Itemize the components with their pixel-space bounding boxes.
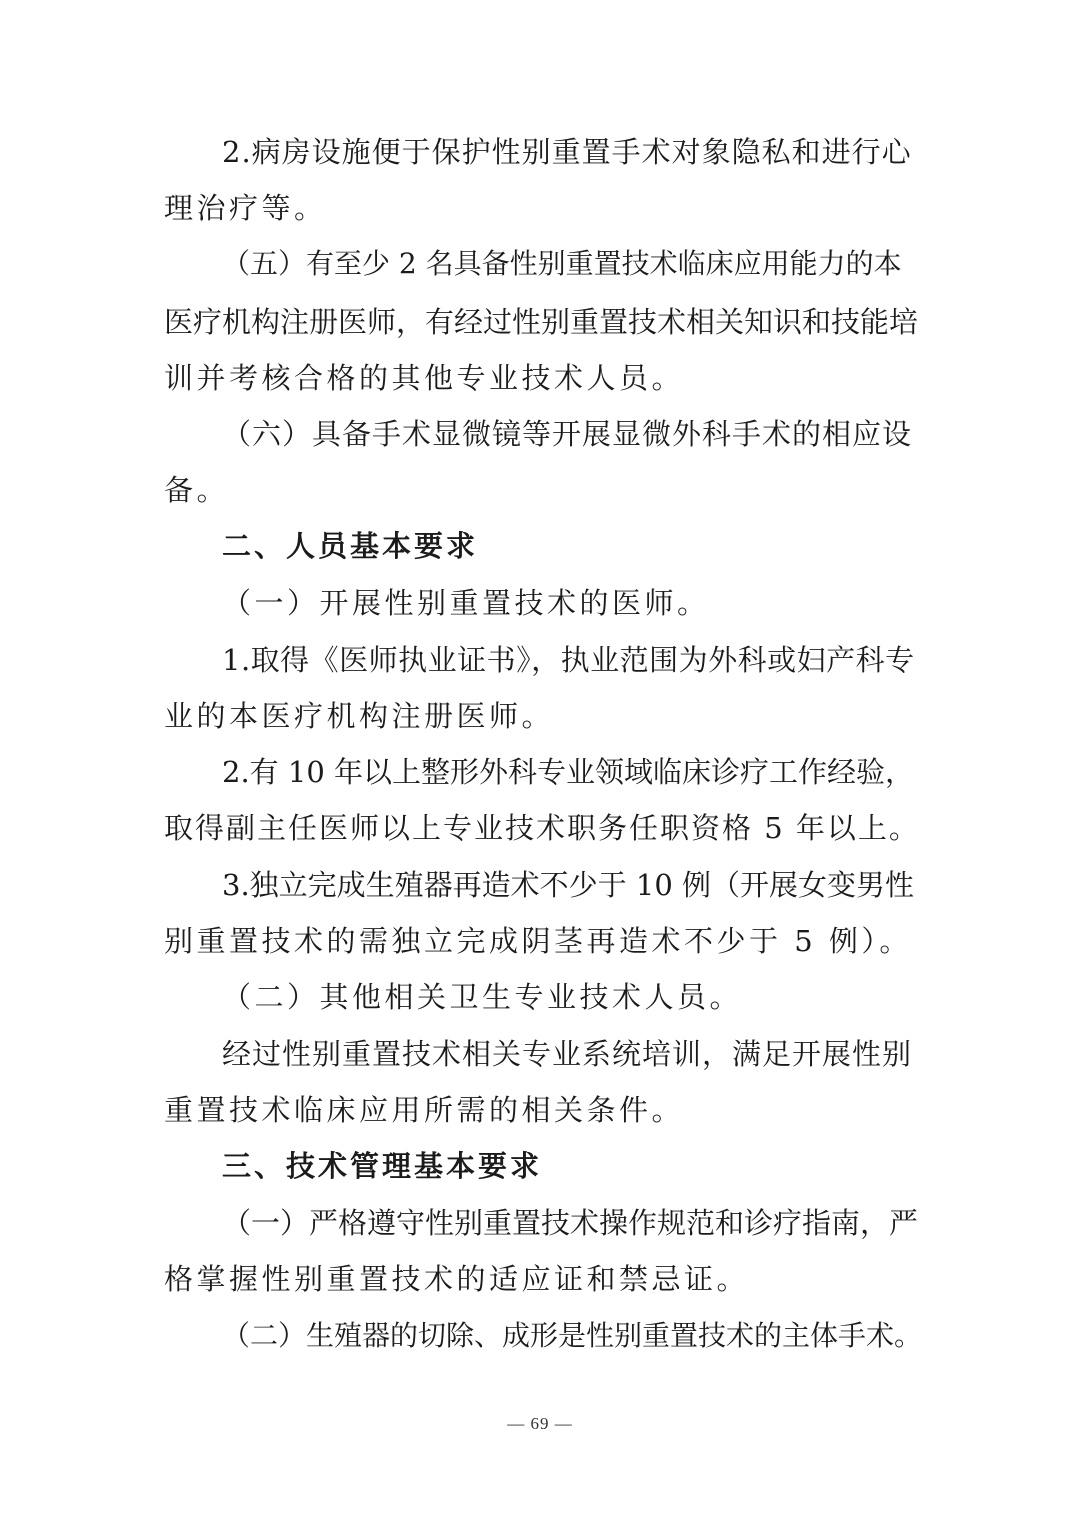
paragraph-line: 格掌握性别重置技术的适应证和禁忌证。 [164, 1262, 750, 1296]
paragraph-line: （一）开展性别重置技术的医师。 [222, 586, 710, 620]
paragraph-line: 3.独立完成生殖器再造术不少于 10 例（开展女变男性 [222, 868, 915, 902]
paragraph-line: （一）严格遵守性别重置技术操作规范和诊疗指南，严 [222, 1206, 919, 1240]
section-heading: 三、技术管理基本要求 [222, 1149, 543, 1183]
paragraph-line: 取得副主任医师以上专业技术职务任职资格 5 年以上。 [164, 811, 920, 845]
paragraph-line: 经过性别重置技术相关专业系统培训，满足开展性别 [222, 1037, 913, 1071]
paragraph-line: 业的本医疗机构注册医师。 [164, 699, 555, 733]
paragraph-line: 训并考核合格的其他专业技术人员。 [164, 361, 685, 395]
paragraph-line: 重置技术临床应用所需的相关条件。 [164, 1093, 685, 1127]
paragraph-line: 2.有 10 年以上整形外科专业领域临床诊疗工作经验， [222, 755, 915, 789]
paragraph-line: 医疗机构注册医师，有经过性别重置技术相关知识和技能培 [164, 305, 919, 339]
section-heading: 二、人员基本要求 [222, 529, 479, 563]
paragraph-line: 1.取得《医师执业证书》，执业范围为外科或妇产科专 [222, 643, 915, 677]
paragraph-line: （五）有至少 2 名具备性别重置技术临床应用能力的本 [222, 247, 902, 280]
page-number: — 69 — [507, 1414, 573, 1433]
paragraph-line: （六）具备手术显微镜等开展显微外科手术的相应设 [222, 417, 913, 451]
paragraph-line: （二）生殖器的切除、成形是性别重置技术的主体手术。 [222, 1319, 923, 1352]
paragraph-line: 理治疗等。 [164, 191, 327, 225]
paragraph-line: 2.病房设施便于保护性别重置手术对象隐私和进行心 [222, 135, 912, 169]
paragraph-line: 别重置技术的需独立完成阴茎再造术不少于 5 例）。 [164, 924, 912, 958]
paragraph-line: （二）其他相关卫生专业技术人员。 [222, 980, 743, 1014]
paragraph-line: 备。 [164, 473, 230, 507]
